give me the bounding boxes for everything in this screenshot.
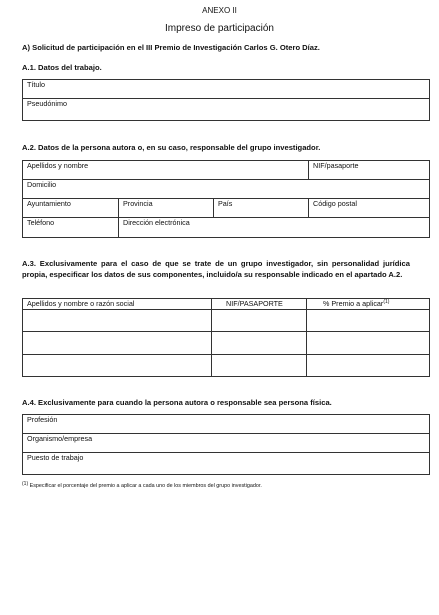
section-a-heading: A) Solicitud de participación en el III Premio de Investigación Carlos G. Otero Díaz. xyxy=(22,43,320,52)
a3-col1-label: Apellidos y nombre o razón social xyxy=(27,299,135,308)
nif-label: NIF/pasaporte xyxy=(313,161,359,170)
a2-table xyxy=(22,160,430,238)
table-row xyxy=(23,310,430,332)
a3-col-nif-header xyxy=(212,299,307,310)
profesion-field[interactable] xyxy=(23,415,430,434)
apellidos-nombre-field[interactable] xyxy=(23,161,309,180)
member-nif-cell[interactable] xyxy=(212,355,307,377)
nif-field[interactable] xyxy=(309,161,430,180)
a3-table xyxy=(22,298,430,377)
member-nif-cell[interactable] xyxy=(212,332,307,355)
pais-label: País xyxy=(218,199,233,208)
member-nif-cell[interactable] xyxy=(212,310,307,332)
telefono-field[interactable] xyxy=(23,218,119,238)
codigo-postal-label: Código postal xyxy=(313,199,357,208)
organismo-field[interactable] xyxy=(23,434,430,453)
titulo-field[interactable] xyxy=(23,80,430,99)
a3-col-premio-header xyxy=(307,299,430,310)
a3-col3-sup: (1) xyxy=(383,299,390,305)
ayuntamiento-field[interactable] xyxy=(23,199,119,218)
a3-heading: A.3. Exclusivamente para el caso de que se trate de un grupo investigador, sin personalidad jurídica propia, especificar los datos de sus componentes, incluido/a su responsable indicado en el apartado A.2. xyxy=(22,259,410,279)
a1-table xyxy=(22,79,430,121)
footnote-text: Especificar el porcentaje del premio a aplicar a cada uno de los miembros del grupo investigador. xyxy=(29,483,262,489)
titulo-label: Título xyxy=(27,80,45,89)
member-name-cell[interactable] xyxy=(23,332,212,355)
domicilio-field[interactable] xyxy=(23,180,430,199)
member-percent-cell[interactable] xyxy=(307,355,430,377)
puesto-label: Puesto de trabajo xyxy=(27,453,84,462)
a3-col-apellidos-header xyxy=(23,299,212,310)
annex-label: ANEXO II xyxy=(202,6,237,15)
a3-col3-label: % Premio a aplicar xyxy=(323,299,384,308)
member-percent-cell[interactable] xyxy=(307,332,430,355)
provincia-label: Provincia xyxy=(123,199,153,208)
table-row xyxy=(23,332,430,355)
codigo-postal-field[interactable] xyxy=(309,199,430,218)
a4-heading: A.4. Exclusivamente para cuando la persona autora o responsable sea persona física. xyxy=(22,398,332,407)
member-percent-cell[interactable] xyxy=(307,310,430,332)
pseudonimo-label: Pseudónimo xyxy=(27,99,67,108)
footnote xyxy=(22,483,262,489)
apellidos-nombre-label: Apellidos y nombre xyxy=(27,161,89,170)
domicilio-label: Domicilio xyxy=(27,180,57,189)
table-row xyxy=(23,355,430,377)
member-name-cell[interactable] xyxy=(23,355,212,377)
ayuntamiento-label: Ayuntamiento xyxy=(27,199,71,208)
a2-heading: A.2. Datos de la persona autora o, en su caso, responsable del grupo investigador. xyxy=(22,143,321,152)
telefono-label: Teléfono xyxy=(27,218,55,227)
a4-table xyxy=(22,414,430,475)
profesion-label: Profesión xyxy=(27,415,58,424)
pais-field[interactable] xyxy=(214,199,309,218)
provincia-field[interactable] xyxy=(119,199,214,218)
direccion-electronica-label: Dirección electrónica xyxy=(123,218,190,227)
organismo-label: Organismo/empresa xyxy=(27,434,93,443)
pseudonimo-field[interactable] xyxy=(23,99,430,121)
puesto-field[interactable] xyxy=(23,453,430,475)
a3-col2-label: NIF/PASAPORTE xyxy=(226,299,283,308)
a1-heading: A.1. Datos del trabajo. xyxy=(22,63,102,72)
member-name-cell[interactable] xyxy=(23,310,212,332)
page-title: Impreso de participación xyxy=(165,23,274,34)
direccion-electronica-field[interactable] xyxy=(119,218,430,238)
footnote-mark: (1) xyxy=(22,481,29,487)
